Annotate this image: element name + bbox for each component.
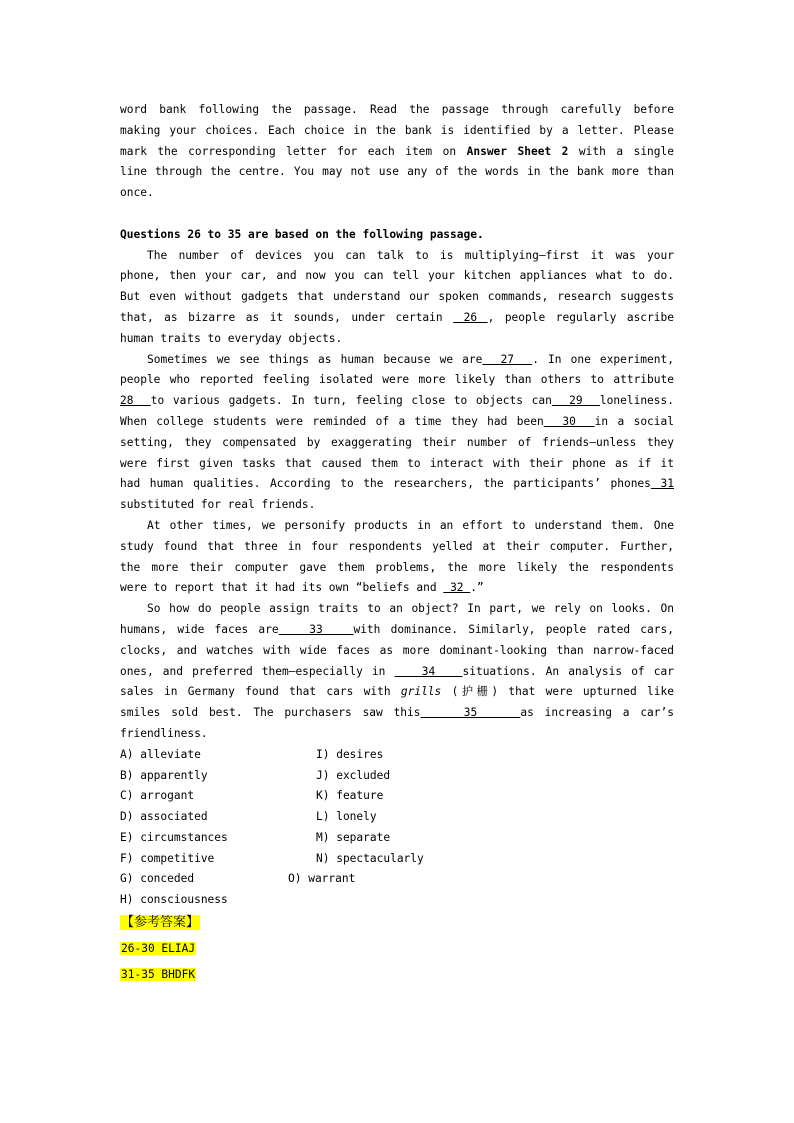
blank-28: 28 (120, 394, 151, 408)
option-f: F) competitive (120, 851, 215, 865)
passage-line: But even without gadgets that understand our spoken commands, research suggests (120, 290, 674, 304)
answer-sheet-reference: Answer Sheet 2 (466, 144, 569, 158)
word-bank-row (120, 828, 674, 849)
passage-paragraph-4 (120, 599, 674, 745)
intro-line: line through the centre. You may not use any of the words in the bank more than (120, 165, 674, 179)
option-o: O) warrant (288, 872, 356, 886)
answer-line-1: 26-30 ELIAJ (121, 941, 196, 955)
passage-line: substituted for real friends. (120, 498, 316, 512)
passage-text: had human qualities. According to the researchers, the participants’ phones (120, 477, 651, 491)
option-k: K) feature (316, 789, 384, 803)
word-bank-row (120, 890, 674, 911)
passage-text: . In one experiment, (532, 352, 674, 366)
passage-text: that, as bizarre as it sounds, under certain (120, 310, 443, 324)
passage-text: , people regularly ascribe (487, 310, 674, 324)
passage-line: The number of devices you can talk to is multiplying—first it was your (147, 248, 674, 262)
passage-line (120, 412, 674, 433)
passage-text: ones, and preferred them—especially in (120, 664, 386, 678)
answer-line-2: 31-35 BHDFK (121, 967, 196, 981)
passage-text: (护栅) that were upturned like (451, 685, 674, 699)
passage-line (120, 682, 674, 703)
passage-line: study found that three in four respondents yelled at their computer. Further, (120, 539, 674, 553)
answer-key-title: 【参考答案】 (121, 915, 200, 931)
blank-30: 30 (543, 414, 595, 428)
answer-key-row (120, 939, 674, 960)
passage-text: in a social (594, 414, 674, 428)
passage-text: smiles sold best. The purchasers saw this (120, 706, 421, 720)
blank-31: 31 (650, 477, 674, 491)
option-j: J) excluded (316, 768, 391, 782)
intro-line-tail: with a single (578, 144, 674, 158)
option-c: C) arrogant (120, 789, 195, 803)
intro-paragraph (120, 100, 674, 204)
blank-33: 33 (278, 622, 354, 636)
option-d: D) associated (120, 810, 208, 824)
passage-line (120, 662, 674, 683)
passage-text: as increasing a car’s (520, 706, 674, 720)
passage-line (120, 391, 674, 412)
passage-line: phone, then your car, and now you can tell your kitchen appliances what to do. (120, 269, 674, 283)
word-bank-row (120, 766, 674, 787)
option-n: N) spectacularly (316, 851, 424, 865)
answer-key-row (120, 965, 674, 986)
option-g: G) conceded (120, 872, 195, 886)
grills-word: grills (400, 685, 442, 699)
word-bank (120, 745, 674, 911)
passage-line: At other times, we personify products in an effort to understand them. One (147, 518, 674, 532)
option-e: E) circumstances (120, 830, 228, 844)
passage-line: the more their computer gave them problems, the more likely the respondents (120, 560, 674, 574)
passage-line (120, 308, 674, 329)
word-bank-row (120, 807, 674, 828)
blank-27: 27 (482, 352, 533, 366)
passage-text: When college students were reminded of a time they had been (120, 414, 544, 428)
passage-text: with dominance. Similarly, people rated cars, (353, 622, 674, 636)
answer-key (120, 913, 674, 985)
passage-line: were first given tasks that caused them to interact with their phone as if it (120, 456, 674, 470)
passage-line (120, 474, 674, 495)
option-h: H) consciousness (120, 893, 228, 907)
option-m: M) separate (316, 830, 391, 844)
passage-line: clocks, and watches with wide faces as more dominant-looking than narrow-faced (120, 643, 674, 657)
option-i: I) desires (316, 747, 384, 761)
intro-line-text: mark the corresponding letter for each item on (120, 144, 457, 158)
word-bank-row (120, 786, 674, 807)
passage-text: .” (470, 581, 484, 595)
passage-line (120, 350, 674, 371)
passage-line: setting, they compensated by exaggerating their number of friends—unless they (120, 435, 674, 449)
document-page (120, 100, 674, 985)
passage-line: friendliness. (120, 726, 208, 740)
option-l: L) lonely (316, 810, 377, 824)
blank-32: 32 (443, 581, 471, 595)
option-a: A) alleviate (120, 747, 201, 761)
passage-line (120, 703, 674, 724)
passage-text: loneliness. (599, 394, 674, 408)
passage-text: sales in Germany found that cars with (120, 685, 391, 699)
blank-34: 34 (394, 664, 463, 678)
passage-text: humans, wide faces are (120, 622, 279, 636)
passage-paragraph-2 (120, 350, 674, 516)
word-bank-row (120, 849, 674, 870)
intro-line: word bank following the passage. Read the passage through carefully before (120, 103, 674, 116)
word-bank-row (120, 745, 674, 766)
passage-paragraph-1 (120, 246, 674, 350)
intro-line (120, 142, 674, 163)
passage-text: were to report that it had its own “beliefs and (120, 581, 437, 595)
passage-text: situations. An analysis of car (462, 664, 674, 678)
intro-line: making your choices. Each choice in the bank is identified by a letter. Please (120, 123, 674, 137)
passage-line (120, 620, 674, 641)
word-bank-row (120, 869, 674, 890)
intro-line: once. (120, 186, 154, 200)
passage-text: Sometimes we see things as human because we are (147, 352, 483, 366)
blank-29: 29 (551, 394, 600, 408)
answer-key-title-row (120, 913, 674, 934)
passage-line (120, 578, 674, 599)
section-heading: Questions 26 to 35 are based on the following passage. (120, 227, 484, 241)
blank-35: 35 (420, 706, 521, 720)
passage-paragraph-3 (120, 516, 674, 599)
blank-26: 26 (453, 310, 488, 324)
passage-line: people who reported feeling isolated were more likely than others to attribute (120, 373, 674, 387)
passage-line: human traits to everyday objects. (120, 331, 343, 345)
option-b: B) apparently (120, 768, 208, 782)
passage-text: to various gadgets. In turn, feeling close to objects can (150, 394, 552, 408)
passage-line: So how do people assign traits to an object? In part, we rely on looks. On (147, 602, 674, 616)
